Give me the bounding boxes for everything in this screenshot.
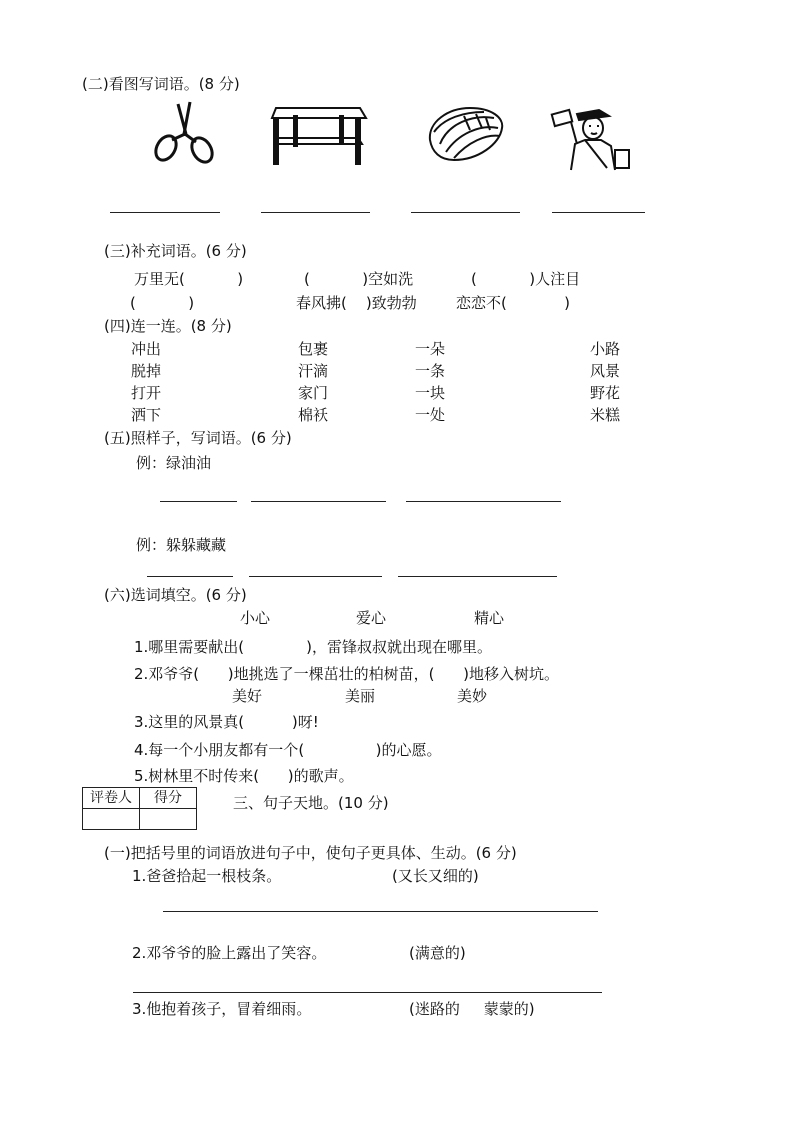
example-2: 例：躲躲藏藏 [136, 536, 227, 554]
cabbage-icon [424, 100, 510, 166]
fill-word-4[interactable]: ( ) [130, 294, 195, 312]
sentence-2: 2.邓爷爷的脸上露出了笑容。 [132, 944, 327, 962]
sentence-2-words: (满意的) [409, 944, 466, 962]
answer-line-2[interactable] [261, 212, 370, 213]
match-col4-item[interactable]: 米糕 [590, 406, 621, 424]
match-col1-item[interactable]: 打开 [131, 384, 162, 402]
section-2-title: (二)看图写词语。(8 分) [82, 75, 240, 93]
match-col3-item[interactable]: 一条 [415, 362, 446, 380]
match-col1-item[interactable]: 冲出 [131, 340, 162, 358]
postman-icon [549, 98, 635, 172]
word-choice: 精心 [474, 609, 505, 627]
answer-line-12[interactable] [133, 992, 602, 993]
answer-line-5[interactable] [160, 501, 237, 502]
score-label: 得分 [140, 788, 197, 809]
fill-word-1[interactable]: 万里无( ) [134, 270, 244, 288]
word-choice: 美好 [232, 687, 263, 705]
answer-line-10[interactable] [398, 576, 557, 577]
match-col4-item[interactable]: 野花 [590, 384, 621, 402]
fill-word-2[interactable]: ( )空如洗 [304, 270, 414, 288]
match-col4-item[interactable]: 风景 [590, 362, 621, 380]
answer-line-4[interactable] [552, 212, 645, 213]
match-col3-item[interactable]: 一处 [415, 406, 446, 424]
match-col3-item[interactable]: 一朵 [415, 340, 446, 358]
answer-line-1[interactable] [110, 212, 220, 213]
section-3-title: (三)补充词语。(6 分) [104, 242, 247, 260]
word-choice: 美丽 [345, 687, 376, 705]
match-col1-item[interactable]: 洒下 [131, 406, 162, 424]
word-choice: 小心 [240, 609, 271, 627]
example-1: 例：绿油油 [136, 454, 212, 472]
fill-word-6[interactable]: 恋恋不( ) [456, 294, 570, 312]
table-icon [268, 98, 368, 168]
sentence-3-words: (迷路的 蒙蒙的) [409, 1000, 535, 1018]
reviewer-cell[interactable] [83, 809, 140, 830]
scissors-icon [148, 98, 220, 170]
match-col2-item[interactable]: 家门 [298, 384, 329, 402]
question-4[interactable]: 4.每一个小朋友都有一个( )的心愿。 [134, 741, 442, 759]
match-col2-item[interactable]: 棉袄 [298, 406, 329, 424]
question-2[interactable]: 2.邓爷爷( )地挑选了一棵茁壮的柏树苗，( )地移入树坑。 [134, 665, 559, 683]
word-choice: 爱心 [356, 609, 387, 627]
part-3-title: 三、句子天地。(10 分) [233, 794, 389, 812]
fill-word-5[interactable]: 春风拂( )致勃勃 [296, 294, 417, 312]
answer-line-6[interactable] [251, 501, 386, 502]
answer-line-3[interactable] [411, 212, 520, 213]
sentence-1-words: (又长又细的) [392, 867, 479, 885]
sentence-1: 1.爸爸拾起一根枝条。 [132, 867, 282, 885]
score-cell[interactable] [140, 809, 197, 830]
question-1[interactable]: 1.哪里需要献出( )，雷锋叔叔就出现在哪里。 [134, 638, 493, 656]
section-4-title: (四)连一连。(8 分) [104, 317, 232, 335]
score-box [82, 787, 197, 830]
question-3[interactable]: 3.这里的风景真( )呀! [134, 713, 319, 731]
match-col1-item[interactable]: 脱掉 [131, 362, 162, 380]
word-choice: 美妙 [457, 687, 488, 705]
section-5-title: (五)照样子，写词语。(6 分) [104, 429, 292, 447]
section-6-title: (六)选词填空。(6 分) [104, 586, 247, 604]
answer-line-9[interactable] [249, 576, 382, 577]
question-5[interactable]: 5.树林里不时传来( )的歌声。 [134, 767, 354, 785]
match-col2-item[interactable]: 汗滴 [298, 362, 329, 380]
fill-word-3[interactable]: ( )人注目 [471, 270, 581, 288]
answer-line-8[interactable] [147, 576, 233, 577]
match-col2-item[interactable]: 包裹 [298, 340, 329, 358]
answer-line-11[interactable] [163, 911, 598, 912]
match-col3-item[interactable]: 一块 [415, 384, 446, 402]
match-col4-item[interactable]: 小路 [590, 340, 621, 358]
part-3-sub1: (一)把括号里的词语放进句子中，使句子更具体、生动。(6 分) [104, 844, 517, 862]
reviewer-label: 评卷人 [83, 788, 140, 809]
sentence-3: 3.他抱着孩子，冒着细雨。 [132, 1000, 312, 1018]
answer-line-7[interactable] [406, 501, 561, 502]
